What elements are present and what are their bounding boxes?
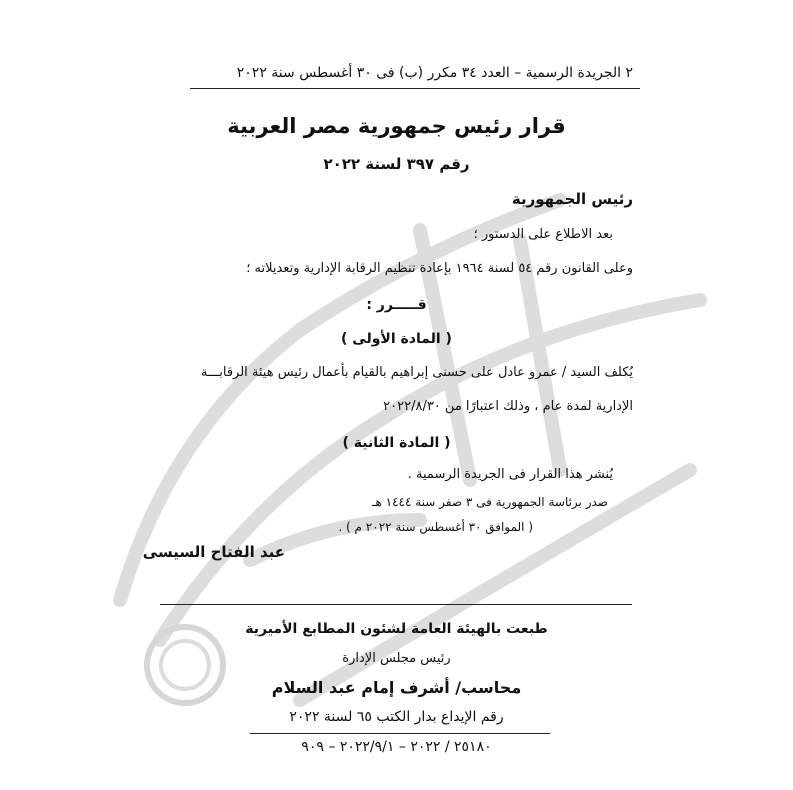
issued-date-gregorian: ( الموافق ٣٠ أغسطس سنة ٢٠٢٢ م ) .: [338, 520, 533, 534]
article-1-line-1: يُكلف السيد / عمرو عادل على حسنى إبراهيم بالقيام بأعمال رئيس هيئة الرقابـــة: [200, 365, 633, 380]
article-2-heading: ( المادة الثانية ): [342, 435, 451, 451]
decree-number: رقم ٣٩٧ لسنة ٢٠٢٢: [323, 155, 470, 173]
preamble-law: وعلى القانون رقم ٥٤ لسنة ١٩٦٤ بإعادة تنظيم الرقابة الإدارية وتعديلاته ؛: [246, 261, 633, 276]
deposit-divider: [250, 733, 550, 734]
decree-title: قرار رئيس جمهورية مصر العربية: [227, 114, 566, 138]
header-divider: [190, 88, 640, 89]
article-1-heading: ( المادة الأولى ): [341, 331, 452, 347]
printer-line: طبعت بالهيئة العامة لشئون المطابع الأميرية: [245, 621, 548, 637]
president-signature: عبد الفتاح السيسى: [142, 543, 285, 561]
chairman-name: محاسب/ أشرف إمام عبد السلام: [271, 678, 522, 697]
print-code: ٢٥١٨٠ / ٢٠٢٢ – ٢٠٢٢/٩/١ – ٩٠٩: [301, 739, 492, 755]
issued-date-hijri: صدر برئاسة الجمهورية فى ٣ صفر سنة ١٤٤٤ هـ: [371, 495, 608, 509]
page-header: ٢ الجريدة الرسمية – العدد ٣٤ مكرر (ب) فى ٣٠ أغسطس سنة ٢٠٢٢: [236, 65, 633, 81]
article-2-text: يُنشر هذا القرار فى الجريدة الرسمية .: [407, 467, 613, 482]
deposit-number: رقم الإيداع بدار الكتب ٦٥ لسنة ٢٠٢٢: [289, 709, 504, 725]
decided-heading: قـــــرر :: [366, 297, 427, 313]
chairman-title: رئيس مجلس الإدارة: [342, 651, 451, 666]
footer-divider: [160, 604, 632, 605]
president-heading: رئيس الجمهورية: [511, 190, 633, 208]
preamble-constitution: بعد الاطلاع على الدستور ؛: [473, 227, 613, 242]
article-1-line-2: الإدارية لمدة عام ، وذلك اعتبارًا من ٢٠٢٢/٨/٣٠: [383, 399, 633, 414]
